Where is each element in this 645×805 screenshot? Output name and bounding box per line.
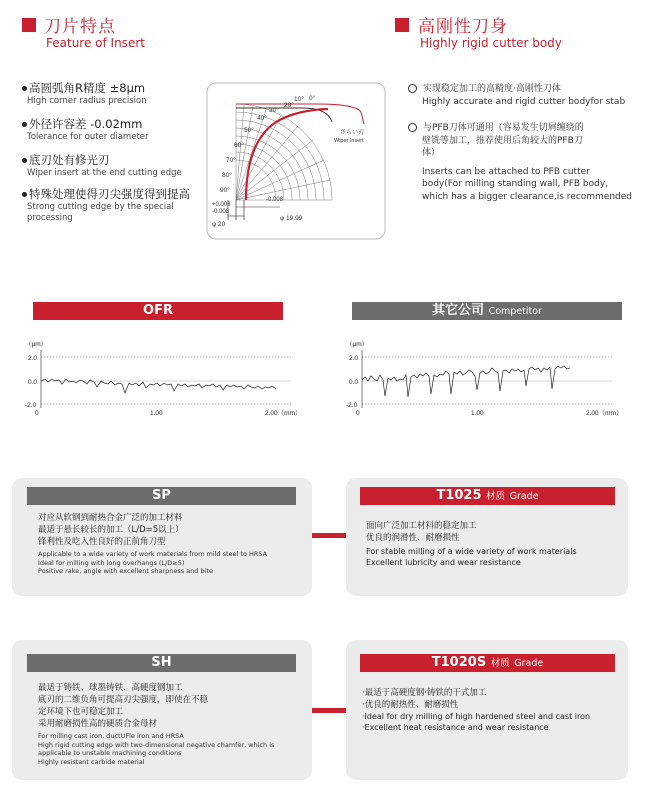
feature-en: Strong cutting edge by the special processing <box>27 202 174 223</box>
x-tick-1: 1.00 <box>471 410 484 417</box>
sh-description <box>38 682 306 766</box>
t1025-title: T1025 <box>436 488 482 503</box>
y-tick-bottom: -2.0 <box>346 402 358 409</box>
section-marker-left <box>22 18 36 32</box>
insert-radius-diagram <box>206 82 386 240</box>
t1020s-en-suffix: Grade <box>514 658 544 669</box>
competitor-header-bar <box>352 302 622 320</box>
circle-bullet-icon <box>408 84 417 93</box>
body-point <box>408 122 643 203</box>
sh-en-line: For milling cast iron, ductUFle iron and HRSA <box>38 732 184 740</box>
ofr-roughness-chart <box>25 340 305 422</box>
angle-label-20: 20° <box>284 102 294 109</box>
body-point-en-line: body(For milling standing wall, PFB body, <box>422 179 609 189</box>
angle-label-40: 40° <box>257 115 267 122</box>
diameter-1999: φ 19.99 <box>280 215 303 222</box>
feature-item <box>22 152 212 179</box>
t1020s-title-bar <box>360 654 615 672</box>
competitor-roughness-chart <box>346 340 626 422</box>
ofr-header-bar <box>33 302 283 320</box>
x-tick-2: 2.00（mm） <box>265 410 302 417</box>
wiper-label-en: Wiper Insert <box>334 138 364 144</box>
competitor-label-en: Competitor <box>488 306 542 317</box>
feature-item <box>22 116 212 143</box>
bullet-icon <box>22 86 27 91</box>
feature-cn: 高圆弧角R精度 ±8μm <box>29 81 146 95</box>
feature-item <box>22 186 212 224</box>
x-tick-2: 2.00（mm） <box>586 410 623 417</box>
angle-label-70: 70° <box>226 157 236 164</box>
body-point-en: Highly accurate and rigid cutter bodyfor stab <box>422 96 626 107</box>
t1020s-description <box>362 687 622 733</box>
competitor-label-cn: 其它公司 <box>432 303 485 318</box>
angle-label-10: 10° <box>294 96 304 103</box>
t1020s-en-line: ·Ideal for dry milling of high hardened steel and cast iron <box>362 712 591 721</box>
unit-label: （μm） <box>346 341 369 348</box>
y-tick-mid: 0.0 <box>349 379 359 386</box>
body-point-cn-line: 与PFB刀体可通用（容易发生切屑缠绕的 <box>423 123 584 133</box>
left-section-title: 刀片特点 <box>44 17 116 37</box>
sh-title-bar <box>27 654 296 672</box>
t1025-description <box>366 520 621 568</box>
t1020s-en-line: ·Excellent heat resistance and wear resistance <box>362 723 549 732</box>
ofr-label: OFR <box>143 303 173 318</box>
sh-en-line: applicable to unstable machining conditions <box>38 749 182 757</box>
angle-label-50: 50° <box>244 127 254 134</box>
bullet-icon <box>22 158 27 163</box>
x-tick-0: 0 <box>356 410 360 417</box>
body-point-cn-line: 壁铣等加工，推荐使用后角较大的PFB刀 <box>422 135 583 146</box>
t1025-cn-line: 优良的润滑性、耐磨损性 <box>366 533 460 543</box>
t1025-en-line: For stable milling of a wide variety of work materials <box>366 547 577 556</box>
y-tick-top: 2.0 <box>28 355 38 362</box>
t1020s-cn-line: ·最适于高硬度钢·铸铁的干式加工 <box>362 688 487 698</box>
right-section-title: 高刚性刀身 <box>418 17 508 37</box>
circle-bullet-icon <box>408 123 417 132</box>
t1020s-title: T1020S <box>431 655 487 670</box>
t1025-cn-line: 面向广泛加工材料的稳定加工 <box>366 521 477 531</box>
connector-line <box>312 533 346 538</box>
feature-cn: 外径许容差 -0.02mm <box>29 117 143 131</box>
right-section-subtitle: Highly rigid cutter body <box>420 36 562 50</box>
x-tick-1: 1.00 <box>150 410 163 417</box>
section-marker-right <box>395 18 409 32</box>
sp-en-line: Ideal for milling with long overhangs (L/D≥5) <box>38 558 185 567</box>
sh-cn-line: 最适于铸铁、球墨铸铁、高硬度钢加工 <box>38 683 183 693</box>
sh-title: SH <box>151 655 172 670</box>
body-point-cn-line: 体） <box>422 148 441 158</box>
sp-cn-line: 锋利性及吃入性良好的正前角刀型 <box>38 537 166 547</box>
bullet-icon <box>22 122 27 127</box>
tolerance-minus: -0.008 <box>266 197 284 203</box>
sh-en-line: Highly resistant carbide material <box>38 757 145 766</box>
t1025-en-suffix: Grade <box>509 491 539 502</box>
angle-label-60: 60° <box>234 142 244 149</box>
sp-description <box>38 512 306 576</box>
sh-en-line: High rigid cutting edgp with two-dimensional negative chamfer, which is <box>38 740 275 749</box>
wiper-label-cn: さらい刃 <box>340 130 365 136</box>
t1025-title-bar <box>360 487 615 505</box>
body-point <box>408 83 638 108</box>
connector-line <box>312 708 346 713</box>
tolerance-minus-2: -0.008 <box>212 209 230 215</box>
y-tick-mid: 0.0 <box>28 379 38 386</box>
feature-cn: 特殊处理使得刃尖强度得到提高 <box>29 187 190 201</box>
sp-title: SP <box>152 488 171 503</box>
t1020s-cn-suffix: 材质 <box>490 658 510 669</box>
angle-label-90: 90° <box>220 187 230 194</box>
bullet-icon <box>22 192 27 197</box>
sp-title-bar <box>27 487 296 505</box>
t1020s-cn-line: ·优良的耐热性、耐磨损性 <box>362 700 459 710</box>
sh-cn-line: 底刃的二维负角可提高刃尖强度，即使在不稳 <box>38 695 209 705</box>
sp-en-line: Applicable to a wide variety of work materials from mild steel to HRSA <box>38 550 268 558</box>
feature-item <box>22 80 212 107</box>
y-tick-top: 2.0 <box>349 355 359 362</box>
unit-label: （μm） <box>25 341 48 348</box>
feature-en: High corner radius precision <box>27 96 147 106</box>
body-point-cn: 实现稳定加工的高精度·高刚性刀体 <box>423 84 561 94</box>
body-point-en-line: Inserts can be attached to PFB cutter <box>422 166 590 177</box>
angle-label-30: 30° <box>269 107 279 114</box>
sp-cn-line: 最适于悬长较长的加工（L/D=5以上） <box>38 525 184 535</box>
t1025-cn-suffix: 材质 <box>486 491 506 502</box>
sp-en-line: Positive rake, angle with excellent sharpness and bite <box>38 567 213 575</box>
feature-en: Tolerance for outer diameter <box>27 132 149 142</box>
x-tick-0: 0 <box>35 410 39 417</box>
tolerance-plus: +0.008 <box>212 202 231 208</box>
sh-cn-line: 定环境下也可稳定加工 <box>38 707 124 717</box>
angle-label-0: 0° <box>309 95 316 102</box>
feature-en: Wiper insert at the end cutting edge <box>27 168 182 178</box>
left-section-subtitle: Feature of Insert <box>46 36 145 50</box>
diameter-20: φ 20 <box>212 221 226 228</box>
y-tick-bottom: -2.0 <box>25 402 37 409</box>
angle-label-80: 80° <box>222 172 232 179</box>
t1025-en-line: Excellent lubricity and wear resistance <box>366 558 521 567</box>
sp-cn-line: 对应从软钢到耐热合金广泛的加工材料 <box>38 513 183 523</box>
feature-cn: 底刃处有修光刃 <box>29 153 110 167</box>
body-point-en-line: which has a bigger clearance,is recommended <box>422 191 633 202</box>
sh-cn-line: 采用耐磨损性高的硬质合金母材 <box>38 719 158 729</box>
